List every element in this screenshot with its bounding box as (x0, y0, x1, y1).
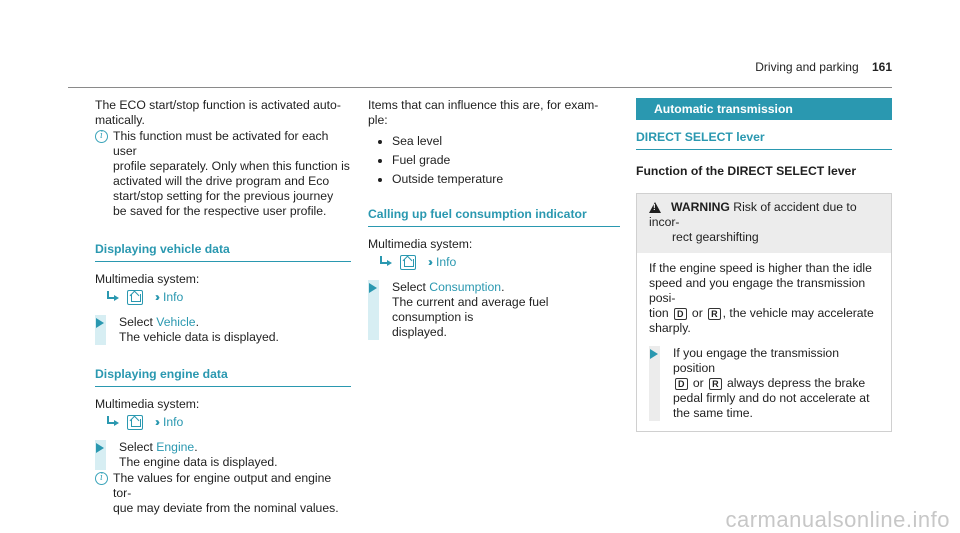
step-line: If you engage the transmission position (673, 346, 839, 375)
play-arrow-icon (369, 283, 377, 293)
step-line: pedal firmly and do not accelerate at (673, 391, 870, 405)
section-title-engine-data: Displaying engine data (95, 367, 351, 387)
warning-body-line: sharply. (649, 321, 691, 335)
step-select-engine (95, 440, 351, 470)
page-header (755, 60, 892, 75)
warning-header (637, 194, 891, 253)
warning-body-line: If the engine speed is higher than the idle (649, 261, 872, 275)
step-suffix: . (194, 440, 198, 454)
step-line: the same time. (673, 406, 753, 420)
key-r-icon: R (708, 308, 721, 320)
menu-info-link[interactable]: Info (163, 289, 184, 304)
intro-line-2: matically. (95, 113, 145, 127)
function-heading: Function of the DIRECT SELECT lever (636, 164, 857, 178)
info-icon: i (95, 130, 108, 143)
play-arrow-icon (96, 443, 104, 453)
intro-line-1: Items that can influence this are, for exam- (368, 98, 599, 112)
sub-title-direct-select: DIRECT SELECT lever (636, 130, 892, 150)
warning-body (637, 253, 891, 431)
home-icon (400, 255, 416, 270)
key-r-icon: R (709, 378, 722, 390)
warning-label: WARNING (671, 200, 730, 214)
vehicle-link[interactable]: Vehicle (156, 315, 196, 329)
section-title-vehicle-data: Displaying vehicle data (95, 242, 351, 262)
note-line: profile separately. Only when this function is (113, 159, 350, 173)
step-text: Select (392, 280, 430, 294)
multimedia-label: Multimedia system: (95, 397, 200, 411)
menu-path (368, 254, 620, 270)
note-line: This function must be activated for each user (113, 129, 329, 158)
step-result: displayed. (392, 325, 447, 339)
step-result: The vehicle data is displayed. (119, 330, 279, 344)
note-line: The values for engine output and engine tor- (113, 471, 332, 500)
play-arrow-icon (96, 318, 104, 328)
watermark: carmanualsonline.info (725, 507, 950, 532)
step-select-vehicle (95, 315, 351, 345)
step-select-consumption (368, 280, 620, 340)
menu-info-link[interactable]: Info (436, 254, 457, 269)
step-text: Select (119, 315, 157, 329)
warning-box (636, 193, 892, 432)
corner-arrow-icon (105, 416, 119, 428)
note-line: be saved for the respective user profile. (113, 204, 327, 218)
step-result: The engine data is displayed. (119, 455, 278, 469)
section-title-fuel-consumption: Calling up fuel consumption indicator (368, 207, 620, 227)
list-item: Sea level (368, 134, 620, 149)
key-d-icon: D (675, 378, 688, 390)
warning-body-line: tion D or R , the vehicle may accelerate (649, 306, 874, 320)
note-line: start/stop setting for the previous journey (113, 189, 334, 203)
list-item: Outside temperature (368, 172, 620, 187)
engine-link[interactable]: Engine (156, 440, 195, 454)
key-d-icon: D (674, 308, 687, 320)
warning-text: Risk of accident due to incor- (649, 200, 857, 229)
header-rule (68, 87, 892, 88)
multimedia-label: Multimedia system: (368, 237, 473, 251)
menu-info-link[interactable]: Info (163, 414, 184, 429)
warning-step (649, 346, 879, 421)
home-icon (127, 415, 143, 430)
double-chevron-icon: ›› (428, 254, 430, 269)
info-note-profile (95, 129, 351, 219)
column-1 (95, 98, 351, 516)
double-chevron-icon: ›› (155, 289, 157, 304)
home-icon (127, 290, 143, 305)
list-item: Fuel grade (368, 153, 620, 168)
step-suffix: . (195, 315, 199, 329)
step-text: Select (119, 440, 157, 454)
column-2 (368, 98, 620, 340)
consumption-link[interactable]: Consumption (429, 280, 502, 294)
intro-line-1: The ECO start/stop function is activated auto- (95, 98, 341, 112)
info-note-engine (95, 471, 351, 516)
column-3 (636, 98, 892, 432)
step-line: D or R always depress the brake (673, 376, 879, 391)
warning-body-line: speed and you engage the transmission posi- (649, 276, 866, 305)
warning-text: rect gearshifting (672, 230, 759, 244)
corner-arrow-icon (378, 256, 392, 268)
warning-icon (649, 202, 661, 213)
step-suffix: . (501, 280, 505, 294)
intro-line-2: ple: (368, 113, 388, 127)
corner-arrow-icon (105, 291, 119, 303)
play-arrow-icon (650, 349, 658, 359)
menu-path (95, 289, 351, 305)
double-chevron-icon: ›› (155, 414, 157, 429)
step-result: The current and average fuel consumption is (392, 295, 549, 324)
note-line: activated will the drive program and Eco (113, 174, 330, 188)
page-number: 161 (871, 60, 892, 74)
section-band-automatic-transmission: Automatic transmission (636, 98, 892, 120)
info-icon: i (95, 472, 108, 485)
menu-path (95, 414, 351, 430)
multimedia-label: Multimedia system: (95, 272, 200, 286)
note-line: que may deviate from the nominal values. (113, 501, 339, 515)
header-section: Driving and parking (755, 60, 859, 74)
influence-list (368, 134, 620, 187)
